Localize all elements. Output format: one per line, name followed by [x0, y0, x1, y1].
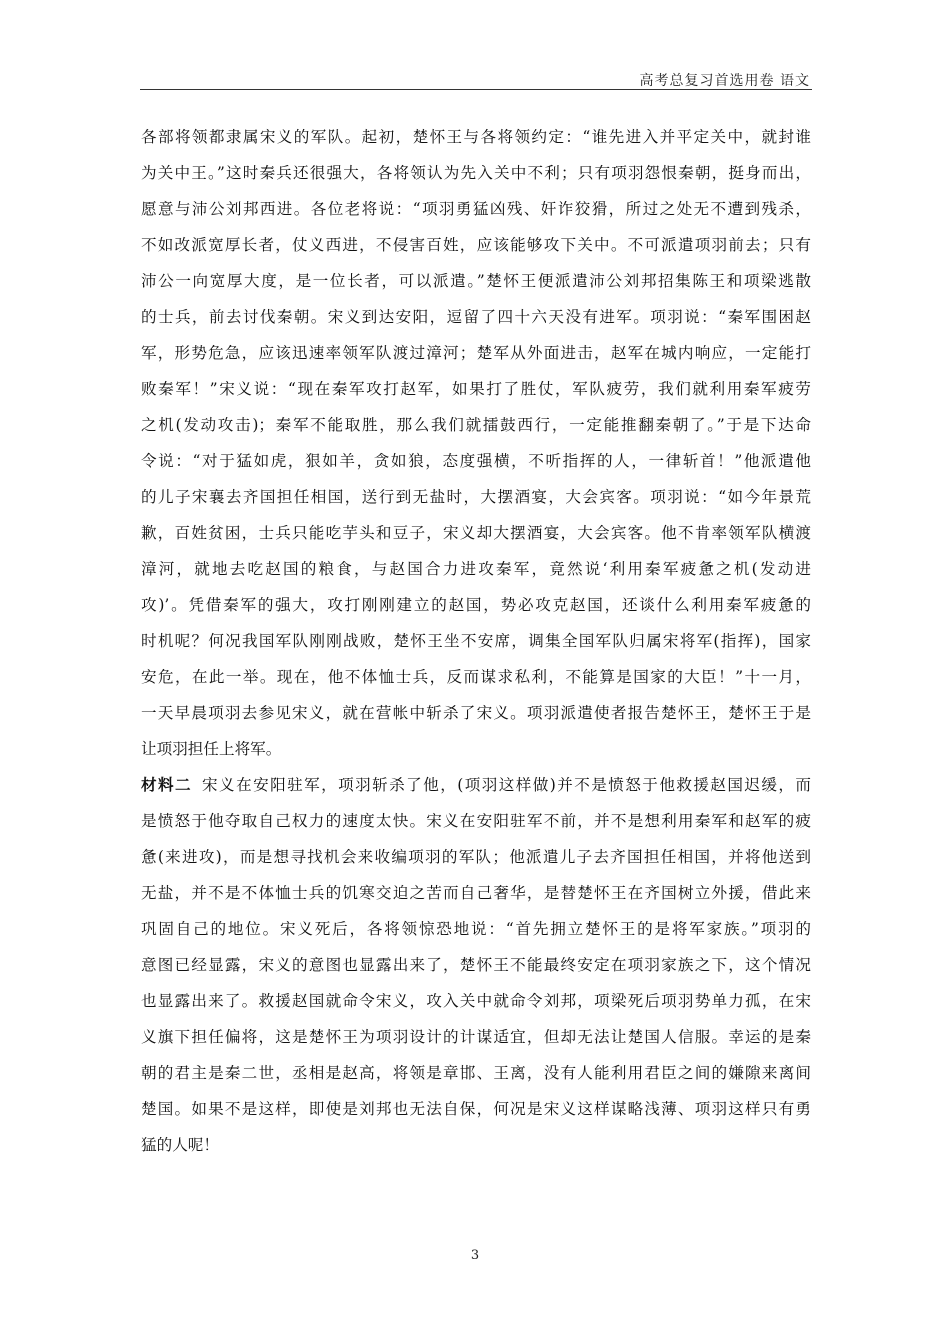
text-line: 不如改派宽厚长者，仗义西进，不侵害百姓，应该能够攻下关中。不可派遣项羽前去；只有 [141, 236, 811, 254]
text-line: 沛公一向宽厚大度，是一位长者，可以派遣。”楚怀王便派遣沛公刘邦招集陈王和项梁逃散 [141, 272, 811, 290]
text-line: 歉，百姓贫困，士兵只能吃芋头和豆子，宋义却大摆酒宴，大会宾客。他不肯率领军队横渡 [141, 524, 811, 542]
text-line: 为关中王。”这时秦兵还很强大，各将领认为先入关中不利；只有项羽怨恨秦朝，挺身而出， [141, 164, 811, 182]
text-line: 之机(发动攻击)；秦军不能取胜，那么我们就擂鼓西行，一定能推翻秦朝了。”于是下达命 [141, 416, 811, 434]
text-line: 巩固自己的地位。宋义死后，各将领惊恐地说：“首先拥立楚怀王的是将军家族。”项羽的 [141, 920, 811, 938]
text-line: 各部将领都隶属宋义的军队。起初，楚怀王与各将领约定：“谁先进入并平定关中，就封谁 [141, 128, 811, 146]
material-2-first-line [141, 767, 811, 803]
paragraph-1 [141, 119, 811, 767]
text-line: 的儿子宋襄去齐国担任相国，送行到无盐时，大摆酒宴，大会宾客。项羽说：“如今年景荒 [141, 488, 811, 506]
text-line: 愿意与沛公刘邦西进。各位老将说：“项羽勇猛凶残、奸诈狡猾，所过之处无不遭到残杀， [141, 200, 811, 218]
text-line: 的士兵，前去讨伐秦朝。宋义到达安阳，逗留了四十六天没有进军。项羽说：“秦军围困赵 [141, 308, 811, 326]
text-line: 败秦军！”宋义说：“现在秦军攻打赵军，如果打了胜仗，军队疲劳，我们就利用秦军疲劳 [141, 380, 811, 398]
text-line: 攻)’。凭借秦军的强大，攻打刚刚建立的赵国，势必攻克赵国，还谈什么利用秦军疲惫的 [141, 596, 811, 614]
text-line: 意图已经显露，宋义的意图也显露出来了，楚怀王不能最终安定在项羽家族之下，这个情况 [141, 956, 811, 974]
text-line: 让项羽担任上将军。 [141, 740, 282, 758]
text-line: 猛的人呢！ [141, 1136, 219, 1154]
text-line: 也显露出来了。救援赵国就命令宋义，攻入关中就命令刘邦，项梁死后项羽势单力孤，在宋 [141, 992, 811, 1010]
document-body [141, 119, 811, 1163]
text-line: 无盐，并不是不体恤士兵的饥寒交迫之苦而自己奢华，是替楚怀王在齐国树立外援，借此来 [141, 884, 811, 902]
header-divider [140, 89, 812, 90]
text-line: 漳河，就地去吃赵国的粮食，与赵国合力进攻秦军，竟然说‘利用秦军疲惫之机(发动进 [141, 560, 811, 578]
text-line: 令说：“对于猛如虎，狠如羊，贪如狼，态度强横，不听指挥的人，一律斩首！”他派遣他 [141, 452, 811, 470]
text-line: 义旗下担任偏将，这是楚怀王为项羽设计的计谋适宜，但却无法让楚国人信服。幸运的是秦 [141, 1028, 811, 1046]
material-2-label: 材料二 [141, 776, 193, 794]
text-line: 一天早晨项羽去参见宋义，就在营帐中斩杀了宋义。项羽派遣使者报告楚怀王，楚怀王于是 [141, 704, 811, 722]
text-line: 时机呢？何况我国军队刚刚战败，楚怀王坐不安席，调集全国军队归属宋将军(指挥)，国家 [141, 632, 811, 650]
text-line: 朝的君主是秦二世，丞相是赵高，将领是章邯、王离，没有人能利用君臣之间的嫌隙来离间 [141, 1064, 811, 1082]
header-title: 高考总复习首选用卷 语文 [639, 73, 810, 89]
page-number: 3 [470, 1248, 480, 1263]
text-line: 军，形势危急，应该迅速率领军队渡过漳河；楚军从外面进击，赵军在城内响应，一定能打 [141, 344, 811, 362]
material-2 [141, 767, 811, 1163]
text-line: 惫(来进攻)，而是想寻找机会来收编项羽的军队；他派遣儿子去齐国担任相国，并将他送到 [141, 848, 811, 866]
text-line: 安危，在此一举。现在，他不体恤士兵，反而谋求私利，不能算是国家的大臣！”十一月， [141, 668, 811, 686]
text-line: 宋义在安阳驻军，项羽斩杀了他，(项羽这样做)并不是愤怒于他救援赵国迟缓，而 [202, 776, 811, 794]
text-line: 楚国。如果不是这样，即使是刘邦也无法自保，何况是宋义这样谋略浅薄、项羽这样只有勇 [141, 1100, 811, 1118]
text-line: 是愤怒于他夺取自己权力的速度太快。宋义在安阳驻军不前，并不是想利用秦军和赵军的疲 [141, 812, 811, 830]
